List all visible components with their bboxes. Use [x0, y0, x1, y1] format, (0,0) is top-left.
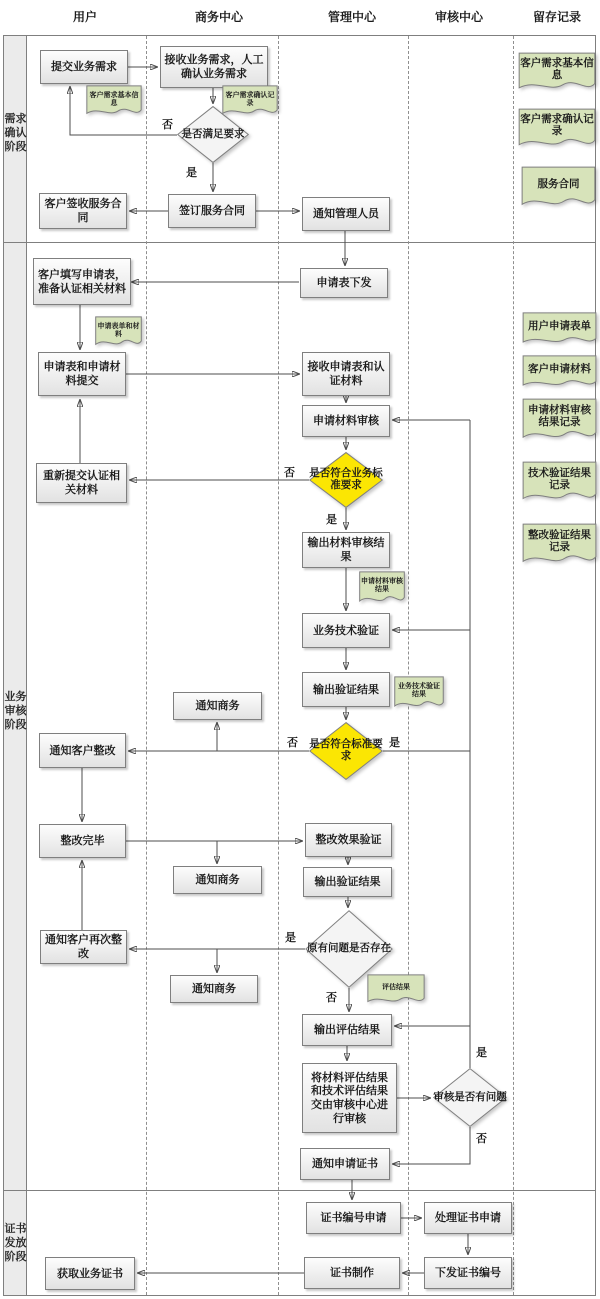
node-notify-customer-rectify: 通知客户整改 — [39, 733, 126, 768]
label-yes: 是 — [186, 166, 197, 179]
node-form-dispatch: 申请表下发 — [300, 268, 388, 298]
node-notify-business-1: 通知商务 — [173, 692, 262, 720]
lane-header-user: 用户 — [72, 10, 97, 24]
decision-audit-has-problem — [433, 1068, 507, 1127]
phase-label-issue: 证书发放阶段 — [4, 1222, 27, 1263]
decision-text: 是否满足要求 — [181, 127, 245, 140]
lane-header-audit: 审核中心 — [434, 10, 483, 24]
record-doc-service-contract: 服务合同 — [521, 166, 596, 212]
lane-header-management: 管理中心 — [327, 10, 376, 24]
node-output-material-result: 输出材料审核结果 — [302, 532, 390, 568]
node-output-verify-result-2: 输出验证结果 — [303, 867, 392, 897]
node-submit-requirement: 提交业务需求 — [40, 50, 128, 84]
node-notify-apply-cert: 通知申请证书 — [300, 1148, 390, 1180]
node-fill-application-form: 客户填写申请表，准备认证相关材料 — [33, 258, 131, 305]
decision-text: 原有问题是否存在 — [307, 942, 391, 955]
doc-evaluation-result-small: 评估结果 — [367, 974, 425, 1007]
node-tech-verification: 业务技术验证 — [302, 613, 390, 648]
record-doc-rectify-verification-result: 整改验证结果记录 — [522, 523, 597, 569]
phase-label-requirement: 需求确认阶段 — [4, 112, 27, 153]
record-doc-user-application-form: 用户申请表单 — [522, 312, 597, 348]
decision-text: 审核是否有问题 — [433, 1090, 507, 1103]
record-doc-material-review-result: 申请材料审核结果记录 — [522, 398, 597, 445]
phase-label-review: 业务审核阶段 — [4, 690, 27, 731]
node-material-review: 申请材料审核 — [302, 405, 390, 437]
label-yes: 是 — [326, 513, 337, 526]
decision-text: 是否符合业务标准要求 — [309, 467, 383, 491]
node-notify-business-3: 通知商务 — [170, 975, 258, 1003]
label-no: 否 — [476, 1132, 487, 1145]
doc-customer-requirement-confirm-small: 客户需求确认记录 — [222, 85, 278, 119]
node-get-business-cert: 获取业务证书 — [45, 1257, 135, 1290]
node-notify-manager: 通知管理人员 — [302, 197, 390, 231]
node-issue-cert-number: 下发证书编号 — [424, 1257, 512, 1289]
label-no: 否 — [287, 736, 298, 749]
label-yes: 是 — [476, 1046, 487, 1059]
doc-application-form-materials-small: 申请表单和材料 — [95, 316, 142, 350]
node-cert-number-apply: 证书编号申请 — [306, 1202, 401, 1234]
node-customer-sign-contract: 客户签收服务合同 — [39, 193, 127, 229]
node-submit-application: 申请表和申请材料提交 — [38, 352, 126, 396]
doc-material-review-result-small: 申请材料审核结果 — [359, 571, 405, 607]
node-output-verify-result: 输出验证结果 — [302, 672, 390, 707]
label-no: 否 — [326, 991, 337, 1004]
decision-meets-business-standard — [309, 452, 383, 508]
doc-tech-verification-result-small: 业务技术验证结果 — [394, 676, 444, 712]
node-cert-production: 证书制作 — [304, 1257, 400, 1289]
node-receive-requirement: 接收业务需求，人工确认业务需求 — [160, 46, 268, 88]
node-notify-rectify-again: 通知客户再次整改 — [40, 930, 127, 964]
node-rectify-effect-verify: 整改效果验证 — [305, 823, 392, 857]
label-no: 否 — [284, 466, 295, 479]
node-notify-business-2: 通知商务 — [173, 866, 262, 894]
record-doc-customer-requirement-info: 客户需求基本信息 — [518, 52, 596, 95]
node-output-eval-result: 输出评估结果 — [302, 1014, 392, 1046]
label-yes: 是 — [389, 736, 400, 749]
node-process-cert-apply: 处理证书申请 — [424, 1202, 512, 1234]
record-doc-tech-verification-result: 技术验证结果记录 — [522, 461, 597, 506]
lane-header-records: 留存记录 — [532, 10, 581, 24]
node-sign-contract: 签订服务合同 — [168, 194, 256, 228]
node-submit-to-audit-center: 将材料评估结果和技术评估结果交由审核中心进行审核 — [302, 1063, 397, 1133]
record-doc-customer-requirement-confirm: 客户需求确认记录 — [518, 108, 596, 152]
node-receive-application: 接收申请表和认证材料 — [302, 352, 390, 396]
node-rectify-complete: 整改完毕 — [39, 824, 126, 858]
lane-header-business: 商务中心 — [194, 10, 243, 24]
label-no: 否 — [162, 118, 173, 131]
node-resubmit-materials: 重新提交认证相关材料 — [36, 463, 127, 503]
decision-meets-standard — [309, 722, 383, 780]
doc-customer-requirement-info-small: 客户需求基本信息 — [86, 85, 142, 119]
label-yes: 是 — [285, 931, 296, 944]
record-doc-customer-application-materials: 客户申请材料 — [522, 355, 597, 391]
decision-text: 是否符合标准要求 — [309, 738, 383, 762]
